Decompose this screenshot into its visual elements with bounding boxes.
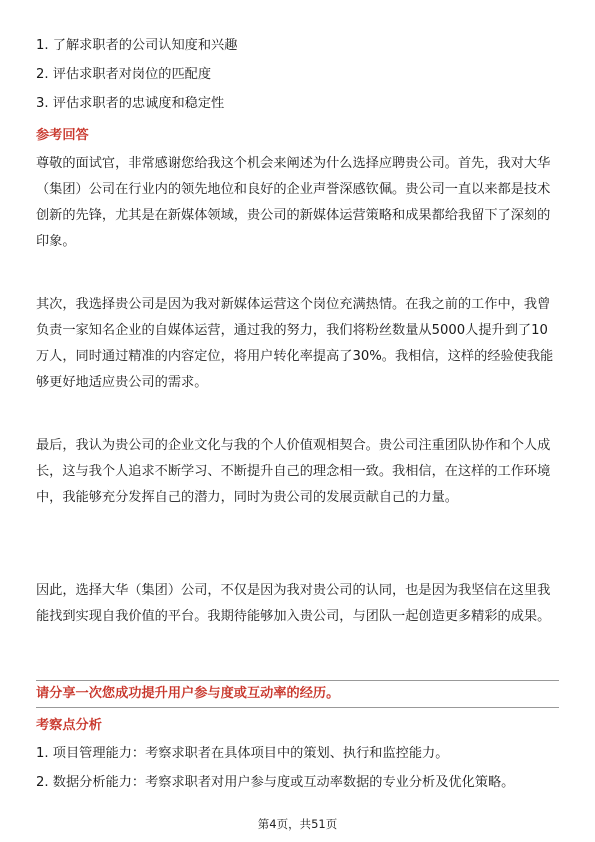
intro-list-item: 3. 评估求职者的忠诚度和稳定性 (36, 96, 225, 111)
intro-list-item: 2. 评估求职者对岗位的匹配度 (36, 67, 212, 82)
answer-paragraph: 其次，我选择贵公司是因为我对新媒体运营这个岗位充满热情。在我之前的工作中，我曾负责一家知名企业的自媒体运营，通过我的努力，我们将粉丝数量从5000人提升到了10万人，同时通过精准的内容定位，将用户转化率提高了30%。我相信，这样的经验使我能够更好地适应贵公司的需求。 (36, 297, 554, 390)
analysis-list-item: 1. 项目管理能力：考察求职者在具体项目中的策划、执行和监控能力。 (36, 746, 449, 761)
intro-list-item: 1. 了解求职者的公司认知度和兴趣 (36, 38, 238, 53)
answer-paragraph: 最后，我认为贵公司的企业文化与我的个人价值观相契合。贵公司注重团队协作和个人成长，这与我个人追求不断学习、不断提升自己的理念相一致。我相信，在这样的工作环境中，我能够充分发挥自己的潜力，同时为贵公司的发展贡献自己的力量。 (36, 438, 551, 505)
analysis-list-item: 2. 数据分析能力：考察求职者对用户参与度或互动率数据的专业分析及优化策略。 (36, 775, 515, 790)
section-divider (36, 707, 559, 708)
answer-paragraph: 尊敬的面试官，非常感谢您给我这个机会来阐述为什么选择应聘贵公司。首先，我对大华（集团）公司在行业内的领先地位和良好的企业声誉深感钦佩。贵公司一直以来都是技术创新的先锋，尤其是在新媒体领域，贵公司的新媒体运营策略和成果都给我留下了深刻的印象。 (36, 156, 551, 249)
answer-heading: 参考回答 (36, 128, 89, 143)
analysis-heading: 考察点分析 (36, 718, 102, 733)
answer-paragraph: 因此，选择大华（集团）公司，不仅是因为我对贵公司的认同，也是因为我坚信在这里我能找到实现自我价值的平台。我期待能够加入贵公司，与团队一起创造更多精彩的成果。 (36, 583, 551, 624)
page-number: 第4页，共51页 (257, 817, 338, 831)
question-heading: 请分享一次您成功提升用户参与度或互动率的经历。 (36, 686, 340, 701)
section-divider (36, 680, 559, 681)
